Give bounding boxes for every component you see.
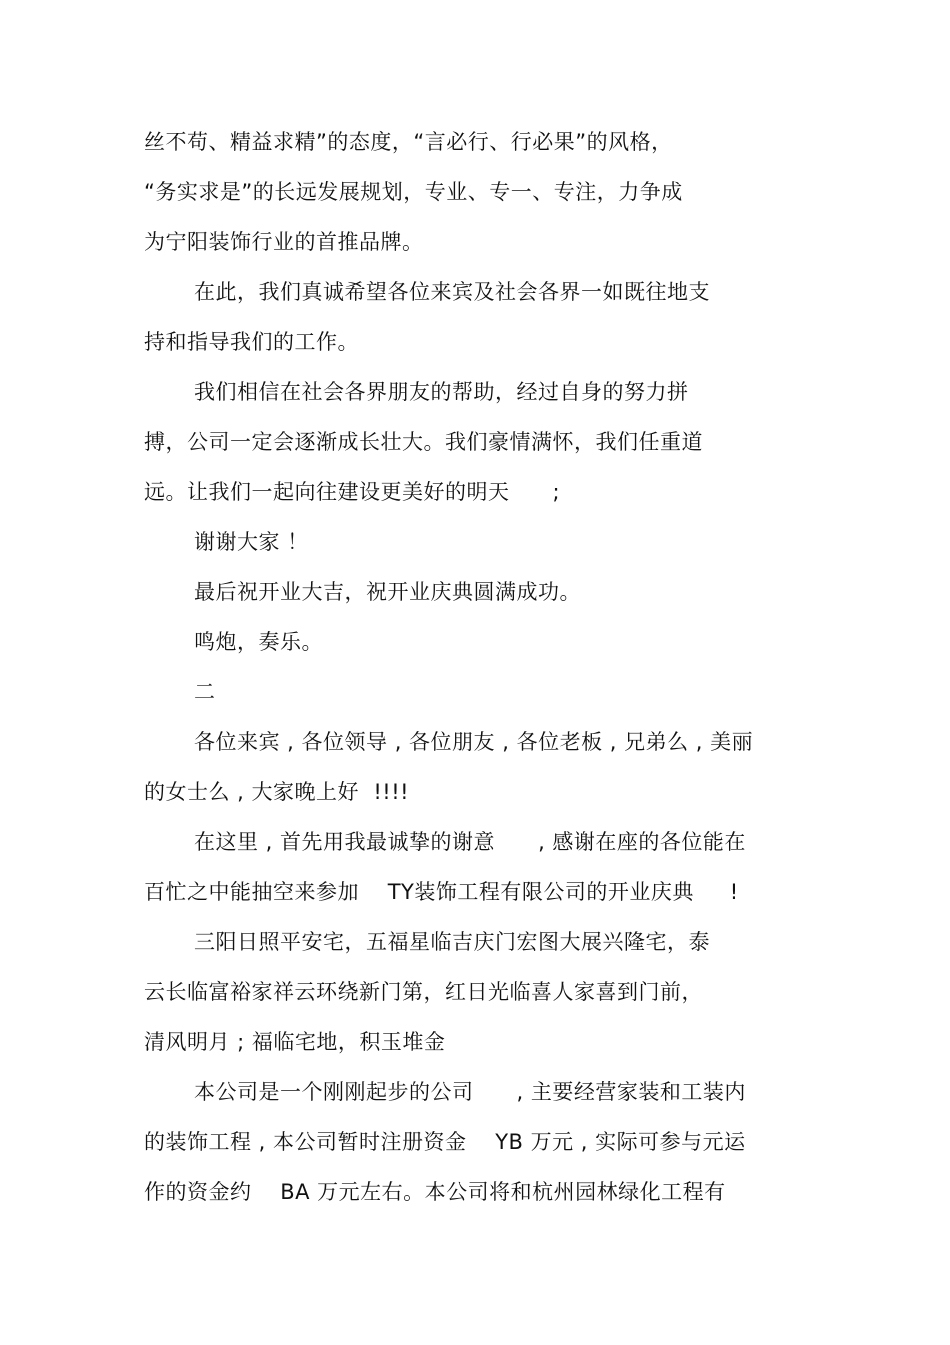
text-line: 在这里 , 首先用我最诚挚的谢意 , 感谢在座的各位能在 [194, 830, 746, 854]
text-line: 作的资金约 BA 万元左右。本公司将和杭州园林绿化工程有 [144, 1180, 726, 1204]
text-line: 百忙之中能抽空来参加 TY装饰工程有限公司的开业庆典 ! [144, 880, 739, 904]
text-line: 搏，公司一定会逐渐成长壮大。我们豪情满怀，我们任重道 [144, 430, 703, 454]
text-line: 我们相信在社会各界朋友的帮助，经过自身的努力拼 [194, 380, 689, 404]
text-line: 三阳日照平安宅，五福星临吉庆门宏图大展兴隆宅，泰 [194, 930, 710, 954]
text-line: 远。让我们一起向往建设更美好的明天 ; [144, 480, 561, 504]
text-line: 的女士么 , 大家晚上好 !!!! [144, 780, 410, 804]
text-line: 各位来宾 , 各位领导 , 各位朋友 , 各位老板 , 兄弟么 , 美丽 [194, 730, 754, 754]
section-number: 二 [194, 680, 216, 704]
text-line: 的装饰工程 , 本公司暂时注册资金 YB 万元 , 实际可参与元运 [144, 1130, 746, 1154]
text-line: 持和指导我们的工作。 [144, 330, 359, 354]
text-line: “务实求是”的长远发展规划，专业、专一、专注，力争成 [144, 180, 683, 204]
text-line: 本公司是一个刚刚起步的公司 , 主要经营家装和工装内 [194, 1080, 746, 1104]
text-line: 为宁阳装饰行业的首推品牌。 [144, 230, 424, 254]
text-line: 在此，我们真诚希望各位来宾及社会各界一如既往地支 [194, 280, 710, 304]
text-line: 谢谢大家 ！ [194, 530, 309, 554]
text-line: 鸣炮，奏乐。 [194, 630, 323, 654]
text-line: 云长临富裕家祥云环绕新门第，红日光临喜人家喜到门前， [144, 980, 703, 1004]
text-line: 最后祝开业大吉，祝开业庆典圆满成功。 [194, 580, 581, 604]
text-line: 丝不苟、精益求精”的态度，“言必行、行必果”的风格， [144, 130, 673, 154]
text-line: 清风明月 ; 福临宅地，积玉堆金 [144, 1030, 446, 1054]
